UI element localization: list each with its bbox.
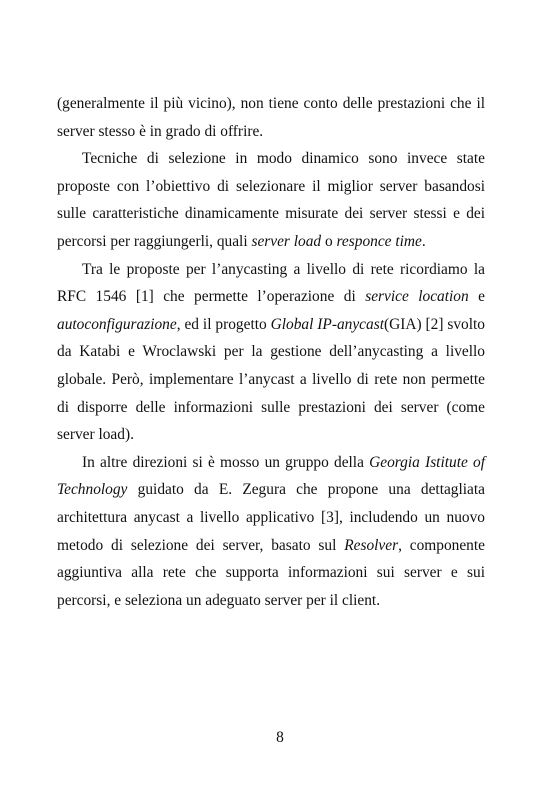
- italic-term: responce time: [336, 232, 422, 250]
- page-number: 8: [276, 729, 284, 746]
- paragraph-3: Tra le proposte per l’anycasting a livello di rete ricordiamo la RFC 1546 [1] che permette l’operazione di service location e autoconfigurazione, ed il progetto Global IP-anycast(GIA) [2] svolto da Katabi e Wroclawski per la gestione dell’anycasting a livello globale. Però, implementare l’anycast a livello di rete non permette di disporre delle informazioni sulle prestazioni dei server (come server load).: [57, 260, 486, 444]
- italic-term: Resolver: [344, 536, 399, 554]
- italic-term: Global IP-anycast: [270, 315, 384, 333]
- italic-term: autoconfigurazione: [57, 315, 177, 333]
- italic-term: server load: [251, 232, 322, 250]
- italic-term: Georgia Istitute of Technology: [57, 453, 485, 499]
- paragraph-1: (generalmente il più vicino), non tiene conto delle prestazioni che il server stesso è in grado di offrire.: [57, 95, 485, 140]
- paragraph-2: Tecniche di selezione in modo dinamico sono invece state proposte con l’obiettivo di selezionare il miglior server basandosi sulle caratteristiche dinamicamente misurate dei server stessi e dei percorsi per raggiungerli, quali server load o responce time.: [57, 150, 485, 250]
- paragraph-4: In altre direzioni si è mosso un gruppo della Georgia Istitute of Technology guidato da E. Zegura che propone una dettagliata architettura anycast a livello applicativo [3], includendo un nuovo metodo di selezione dei server, basato sul Resolver, componente aggiuntiva alla rete che supporta informazioni sui server e sui percorsi, e seleziona un adeguato server per il client.: [57, 453, 485, 609]
- italic-term: service location: [365, 288, 469, 306]
- body-text: [57, 90, 485, 614]
